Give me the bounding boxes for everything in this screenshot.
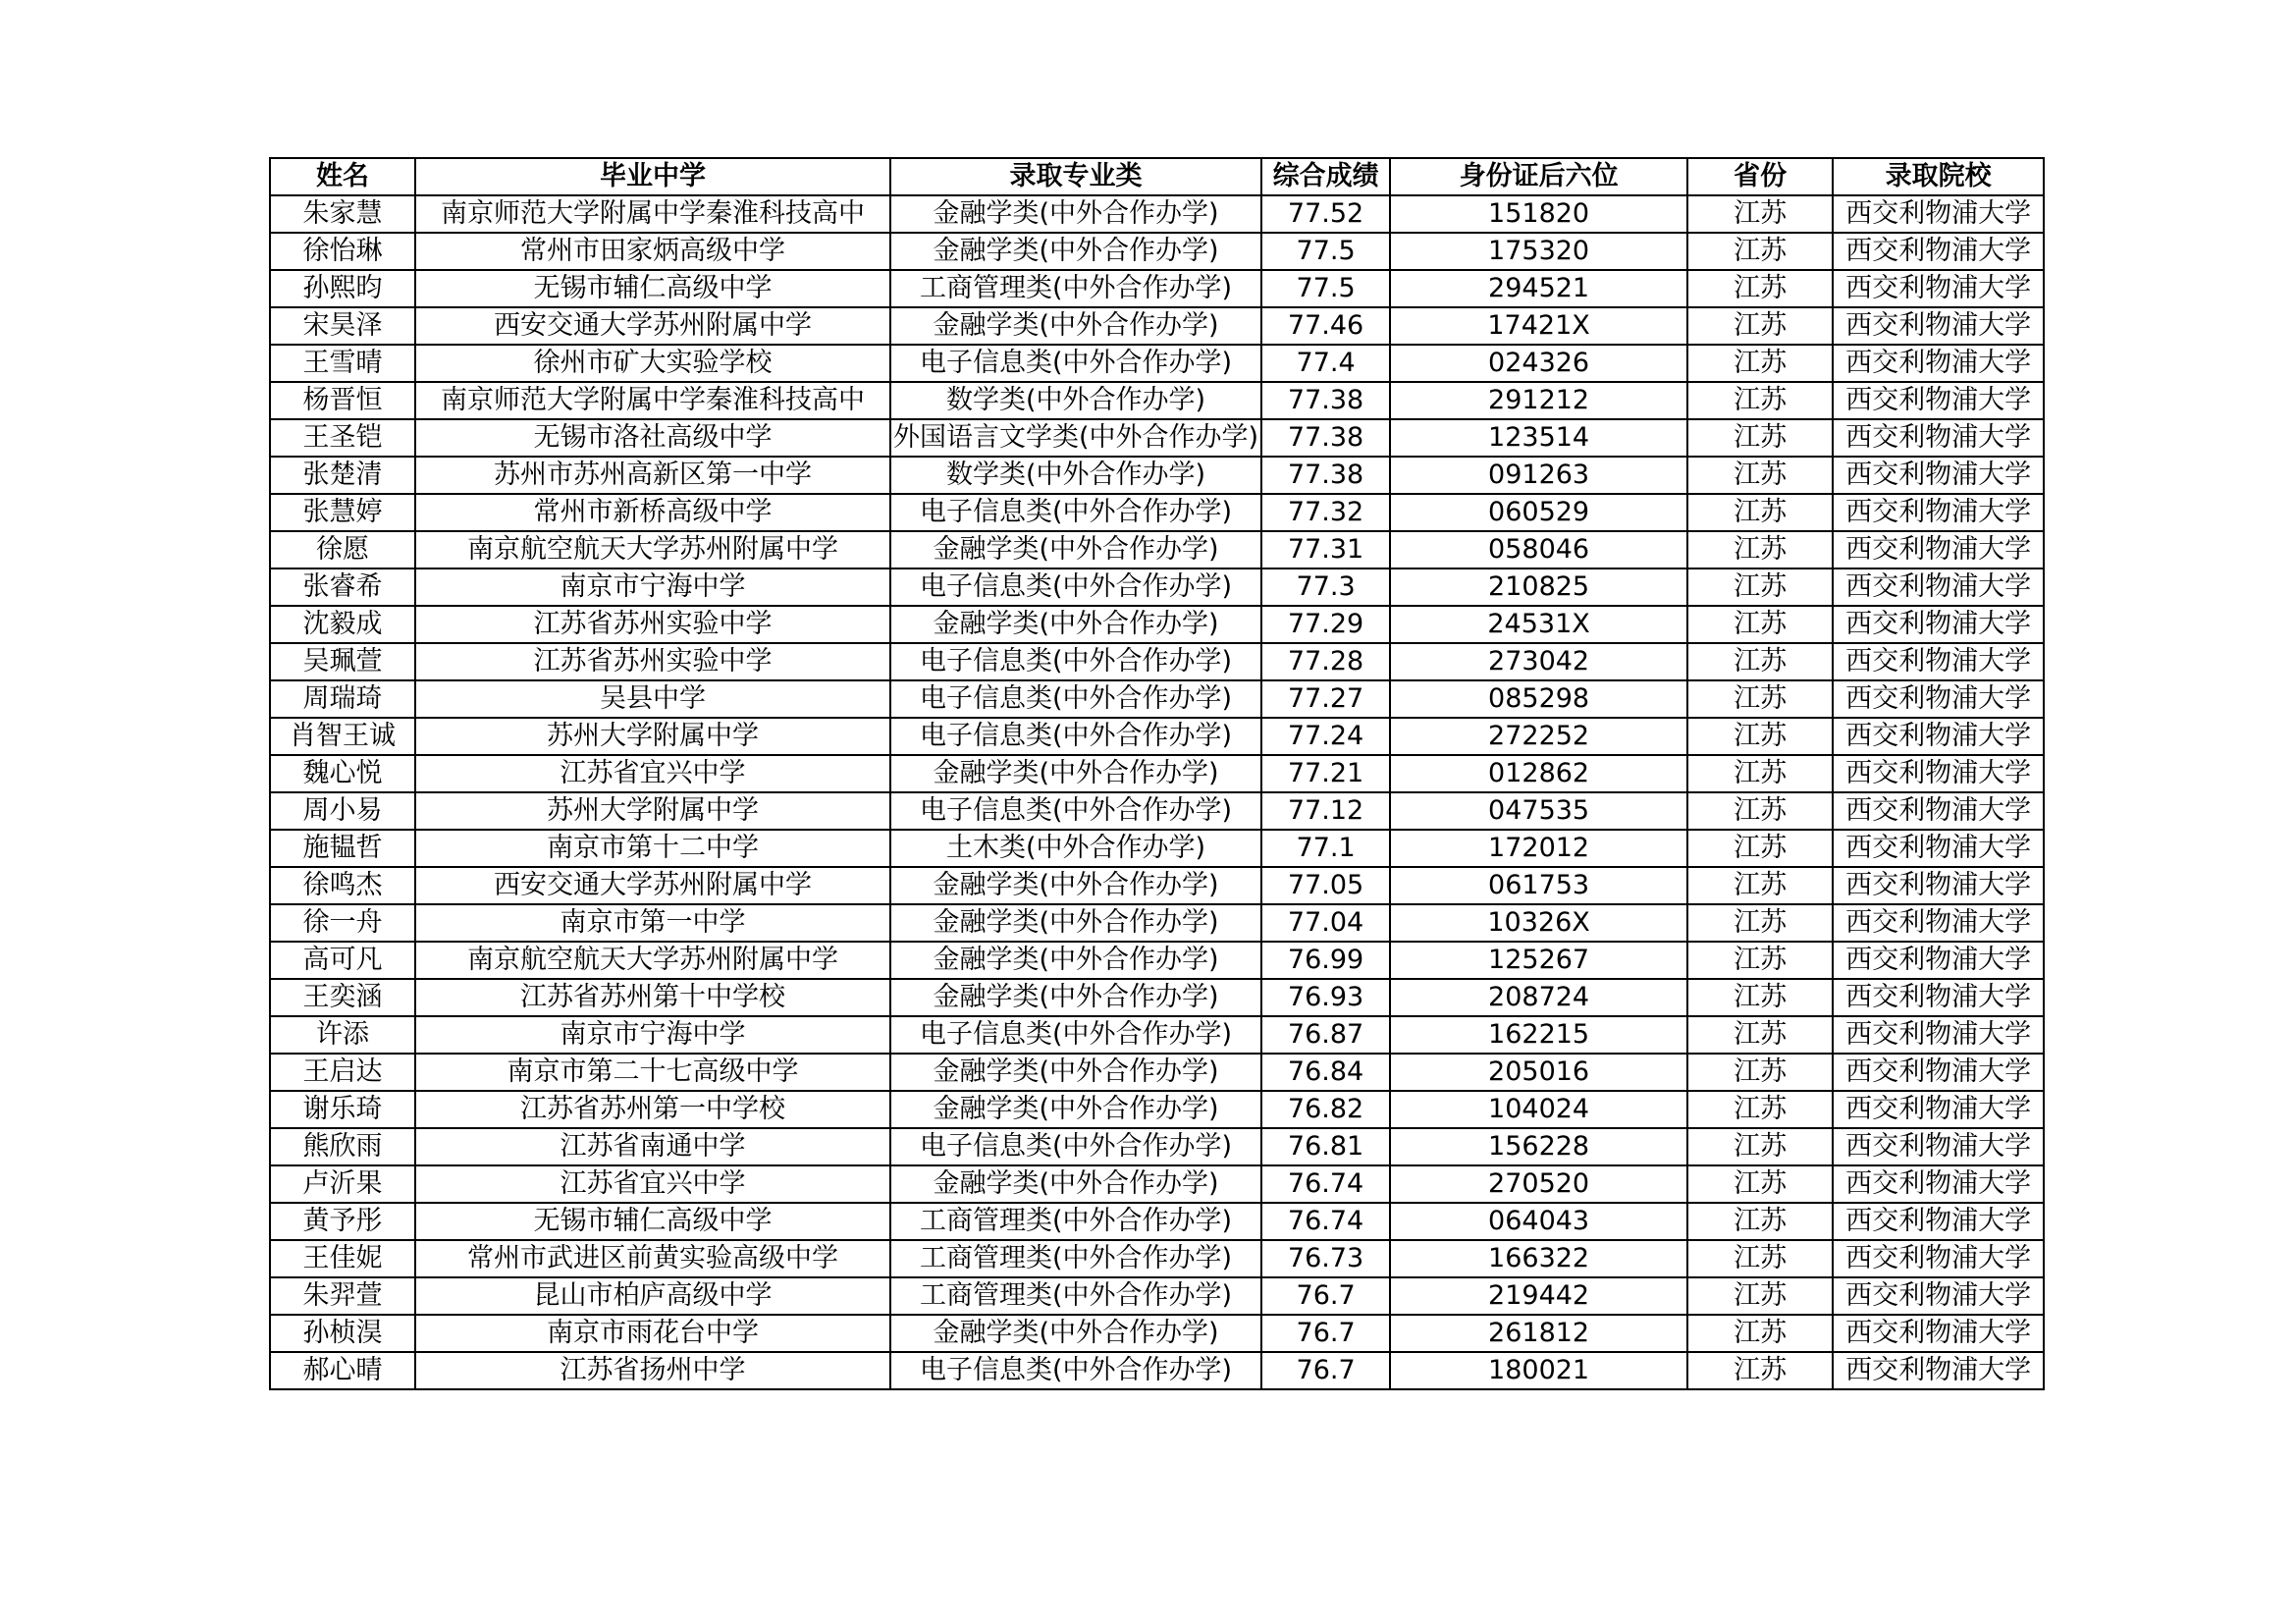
cell-score: 77.1 (1261, 830, 1390, 867)
table-row (270, 1315, 2044, 1352)
cell-major: 电子信息类(中外合作办学) (890, 718, 1261, 755)
cell-id-suffix: 210825 (1390, 568, 1687, 606)
cell-university: 西交利物浦大学 (1833, 1165, 2044, 1203)
cell-school: 江苏省苏州实验中学 (415, 606, 890, 643)
cell-university: 西交利物浦大学 (1833, 1203, 2044, 1240)
cell-province: 江苏 (1687, 307, 1833, 345)
header-university: 录取院校 (1833, 158, 2044, 195)
cell-university: 西交利物浦大学 (1833, 718, 2044, 755)
cell-score: 77.38 (1261, 457, 1390, 494)
cell-score: 77.32 (1261, 494, 1390, 531)
cell-province: 江苏 (1687, 1054, 1833, 1091)
cell-id-suffix: 047535 (1390, 792, 1687, 830)
cell-name: 周瑞琦 (270, 680, 415, 718)
cell-name: 魏心悦 (270, 755, 415, 792)
cell-id-suffix: 24531X (1390, 606, 1687, 643)
cell-name: 高可凡 (270, 942, 415, 979)
cell-school: 南京市第二十七高级中学 (415, 1054, 890, 1091)
cell-province: 江苏 (1687, 755, 1833, 792)
cell-university: 西交利物浦大学 (1833, 419, 2044, 457)
cell-major: 电子信息类(中外合作办学) (890, 1352, 1261, 1389)
header-major: 录取专业类 (890, 158, 1261, 195)
cell-major: 金融学类(中外合作办学) (890, 1165, 1261, 1203)
cell-university: 西交利物浦大学 (1833, 1240, 2044, 1277)
cell-school: 常州市武进区前黄实验高级中学 (415, 1240, 890, 1277)
cell-major: 金融学类(中外合作办学) (890, 195, 1261, 233)
cell-score: 76.99 (1261, 942, 1390, 979)
cell-major: 工商管理类(中外合作办学) (890, 1240, 1261, 1277)
cell-score: 76.93 (1261, 979, 1390, 1016)
header-school: 毕业中学 (415, 158, 890, 195)
cell-name: 张楚清 (270, 457, 415, 494)
cell-major: 外国语言文学类(中外合作办学) (890, 419, 1261, 457)
cell-name: 王圣铠 (270, 419, 415, 457)
cell-university: 西交利物浦大学 (1833, 195, 2044, 233)
cell-province: 江苏 (1687, 270, 1833, 307)
cell-name: 朱家慧 (270, 195, 415, 233)
cell-major: 工商管理类(中外合作办学) (890, 1203, 1261, 1240)
table-row (270, 270, 2044, 307)
cell-major: 金融学类(中外合作办学) (890, 979, 1261, 1016)
cell-school: 西安交通大学苏州附属中学 (415, 867, 890, 904)
cell-id-suffix: 060529 (1390, 494, 1687, 531)
table-row (270, 755, 2044, 792)
cell-province: 江苏 (1687, 1203, 1833, 1240)
cell-id-suffix: 166322 (1390, 1240, 1687, 1277)
cell-school: 江苏省宜兴中学 (415, 755, 890, 792)
cell-score: 76.7 (1261, 1277, 1390, 1315)
cell-name: 张睿希 (270, 568, 415, 606)
cell-score: 77.38 (1261, 419, 1390, 457)
cell-school: 南京市第一中学 (415, 904, 890, 942)
cell-province: 江苏 (1687, 1315, 1833, 1352)
cell-school: 苏州市苏州高新区第一中学 (415, 457, 890, 494)
cell-province: 江苏 (1687, 568, 1833, 606)
cell-university: 西交利物浦大学 (1833, 1277, 2044, 1315)
cell-province: 江苏 (1687, 233, 1833, 270)
cell-score: 76.73 (1261, 1240, 1390, 1277)
cell-major: 土木类(中外合作办学) (890, 830, 1261, 867)
cell-id-suffix: 17421X (1390, 307, 1687, 345)
table-row (270, 904, 2044, 942)
cell-major: 电子信息类(中外合作办学) (890, 1128, 1261, 1165)
cell-university: 西交利物浦大学 (1833, 830, 2044, 867)
cell-school: 常州市新桥高级中学 (415, 494, 890, 531)
cell-id-suffix: 10326X (1390, 904, 1687, 942)
cell-id-suffix: 061753 (1390, 867, 1687, 904)
cell-id-suffix: 156228 (1390, 1128, 1687, 1165)
cell-id-suffix: 205016 (1390, 1054, 1687, 1091)
cell-major: 工商管理类(中外合作办学) (890, 1277, 1261, 1315)
cell-province: 江苏 (1687, 1240, 1833, 1277)
cell-university: 西交利物浦大学 (1833, 755, 2044, 792)
cell-name: 徐愿 (270, 531, 415, 568)
cell-name: 王奕涵 (270, 979, 415, 1016)
cell-score: 76.7 (1261, 1315, 1390, 1352)
cell-score: 77.52 (1261, 195, 1390, 233)
cell-province: 江苏 (1687, 1016, 1833, 1054)
cell-major: 工商管理类(中外合作办学) (890, 270, 1261, 307)
table-row (270, 419, 2044, 457)
cell-score: 77.3 (1261, 568, 1390, 606)
cell-name: 徐一舟 (270, 904, 415, 942)
cell-score: 77.5 (1261, 270, 1390, 307)
cell-school: 西安交通大学苏州附属中学 (415, 307, 890, 345)
cell-school: 江苏省扬州中学 (415, 1352, 890, 1389)
table-row (270, 531, 2044, 568)
cell-university: 西交利物浦大学 (1833, 531, 2044, 568)
cell-score: 76.7 (1261, 1352, 1390, 1389)
table-row (270, 1203, 2044, 1240)
cell-province: 江苏 (1687, 419, 1833, 457)
cell-id-suffix: 272252 (1390, 718, 1687, 755)
header-id-suffix: 身份证后六位 (1390, 158, 1687, 195)
cell-id-suffix: 162215 (1390, 1016, 1687, 1054)
cell-school: 昆山市柏庐高级中学 (415, 1277, 890, 1315)
cell-major: 电子信息类(中外合作办学) (890, 1016, 1261, 1054)
cell-score: 77.31 (1261, 531, 1390, 568)
table-row (270, 195, 2044, 233)
cell-score: 76.74 (1261, 1165, 1390, 1203)
header-row (270, 158, 2044, 195)
cell-major: 金融学类(中外合作办学) (890, 307, 1261, 345)
cell-province: 江苏 (1687, 195, 1833, 233)
cell-major: 金融学类(中外合作办学) (890, 755, 1261, 792)
cell-major: 电子信息类(中外合作办学) (890, 568, 1261, 606)
cell-school: 南京市宁海中学 (415, 568, 890, 606)
cell-name: 熊欣雨 (270, 1128, 415, 1165)
cell-school: 苏州大学附属中学 (415, 792, 890, 830)
cell-province: 江苏 (1687, 942, 1833, 979)
cell-score: 77.38 (1261, 382, 1390, 419)
cell-name: 朱羿萱 (270, 1277, 415, 1315)
cell-school: 无锡市洛社高级中学 (415, 419, 890, 457)
cell-id-suffix: 273042 (1390, 643, 1687, 680)
cell-university: 西交利物浦大学 (1833, 457, 2044, 494)
table-row (270, 830, 2044, 867)
cell-major: 电子信息类(中外合作办学) (890, 494, 1261, 531)
cell-school: 南京市宁海中学 (415, 1016, 890, 1054)
cell-major: 电子信息类(中外合作办学) (890, 792, 1261, 830)
cell-major: 金融学类(中外合作办学) (890, 233, 1261, 270)
table-row (270, 1240, 2044, 1277)
header-province: 省份 (1687, 158, 1833, 195)
cell-university: 西交利物浦大学 (1833, 270, 2044, 307)
cell-id-suffix: 125267 (1390, 942, 1687, 979)
header-score: 综合成绩 (1261, 158, 1390, 195)
table-row (270, 1352, 2044, 1389)
table-row (270, 1277, 2044, 1315)
cell-name: 徐鸣杰 (270, 867, 415, 904)
cell-province: 江苏 (1687, 1277, 1833, 1315)
cell-university: 西交利物浦大学 (1833, 792, 2044, 830)
cell-province: 江苏 (1687, 457, 1833, 494)
cell-score: 77.21 (1261, 755, 1390, 792)
table-row (270, 942, 2044, 979)
cell-major: 金融学类(中外合作办学) (890, 1315, 1261, 1352)
cell-province: 江苏 (1687, 1165, 1833, 1203)
cell-university: 西交利物浦大学 (1833, 1091, 2044, 1128)
cell-university: 西交利物浦大学 (1833, 606, 2044, 643)
table-row (270, 307, 2044, 345)
cell-province: 江苏 (1687, 382, 1833, 419)
cell-university: 西交利物浦大学 (1833, 345, 2044, 382)
cell-university: 西交利物浦大学 (1833, 382, 2044, 419)
cell-id-suffix: 104024 (1390, 1091, 1687, 1128)
cell-university: 西交利物浦大学 (1833, 568, 2044, 606)
table-row (270, 680, 2044, 718)
cell-id-suffix: 172012 (1390, 830, 1687, 867)
cell-id-suffix: 085298 (1390, 680, 1687, 718)
cell-score: 77.24 (1261, 718, 1390, 755)
cell-school: 江苏省苏州第十中学校 (415, 979, 890, 1016)
cell-name: 杨晋恒 (270, 382, 415, 419)
cell-major: 金融学类(中外合作办学) (890, 942, 1261, 979)
cell-score: 77.46 (1261, 307, 1390, 345)
cell-university: 西交利物浦大学 (1833, 904, 2044, 942)
cell-province: 江苏 (1687, 830, 1833, 867)
cell-id-suffix: 024326 (1390, 345, 1687, 382)
cell-school: 无锡市辅仁高级中学 (415, 1203, 890, 1240)
cell-school: 江苏省苏州实验中学 (415, 643, 890, 680)
cell-name: 郝心晴 (270, 1352, 415, 1389)
cell-name: 肖智王诚 (270, 718, 415, 755)
cell-university: 西交利物浦大学 (1833, 307, 2044, 345)
cell-score: 77.29 (1261, 606, 1390, 643)
cell-score: 77.05 (1261, 867, 1390, 904)
cell-score: 76.87 (1261, 1016, 1390, 1054)
cell-university: 西交利物浦大学 (1833, 494, 2044, 531)
cell-province: 江苏 (1687, 643, 1833, 680)
admission-table (269, 157, 2045, 1390)
cell-name: 黄予彤 (270, 1203, 415, 1240)
cell-id-suffix: 123514 (1390, 419, 1687, 457)
cell-major: 电子信息类(中外合作办学) (890, 643, 1261, 680)
cell-id-suffix: 012862 (1390, 755, 1687, 792)
cell-province: 江苏 (1687, 345, 1833, 382)
table-row (270, 1091, 2044, 1128)
cell-score: 76.81 (1261, 1128, 1390, 1165)
cell-name: 许添 (270, 1016, 415, 1054)
cell-province: 江苏 (1687, 494, 1833, 531)
cell-school: 江苏省南通中学 (415, 1128, 890, 1165)
cell-school: 南京市第十二中学 (415, 830, 890, 867)
cell-province: 江苏 (1687, 1352, 1833, 1389)
cell-province: 江苏 (1687, 792, 1833, 830)
table-row (270, 643, 2044, 680)
cell-id-suffix: 208724 (1390, 979, 1687, 1016)
cell-score: 77.28 (1261, 643, 1390, 680)
cell-major: 数学类(中外合作办学) (890, 457, 1261, 494)
table-row (270, 457, 2044, 494)
cell-score: 76.84 (1261, 1054, 1390, 1091)
cell-major: 电子信息类(中外合作办学) (890, 680, 1261, 718)
cell-major: 数学类(中外合作办学) (890, 382, 1261, 419)
table-row (270, 792, 2044, 830)
table-header (270, 158, 2044, 195)
cell-id-suffix: 261812 (1390, 1315, 1687, 1352)
table-row (270, 718, 2044, 755)
cell-province: 江苏 (1687, 718, 1833, 755)
cell-name: 孙熙昀 (270, 270, 415, 307)
cell-province: 江苏 (1687, 1128, 1833, 1165)
table-row (270, 233, 2044, 270)
cell-id-suffix: 058046 (1390, 531, 1687, 568)
cell-name: 周小易 (270, 792, 415, 830)
cell-university: 西交利物浦大学 (1833, 1054, 2044, 1091)
cell-university: 西交利物浦大学 (1833, 979, 2044, 1016)
cell-province: 江苏 (1687, 867, 1833, 904)
cell-school: 吴县中学 (415, 680, 890, 718)
cell-id-suffix: 180021 (1390, 1352, 1687, 1389)
cell-id-suffix: 270520 (1390, 1165, 1687, 1203)
table-row (270, 606, 2044, 643)
cell-name: 宋昊泽 (270, 307, 415, 345)
cell-university: 西交利物浦大学 (1833, 643, 2044, 680)
cell-score: 77.04 (1261, 904, 1390, 942)
table-row (270, 382, 2044, 419)
table-row (270, 568, 2044, 606)
cell-name: 徐怡琳 (270, 233, 415, 270)
cell-school: 南京师范大学附属中学秦淮科技高中 (415, 382, 890, 419)
cell-university: 西交利物浦大学 (1833, 1016, 2044, 1054)
cell-name: 张慧婷 (270, 494, 415, 531)
cell-name: 谢乐琦 (270, 1091, 415, 1128)
cell-university: 西交利物浦大学 (1833, 867, 2044, 904)
cell-major: 金融学类(中外合作办学) (890, 904, 1261, 942)
cell-province: 江苏 (1687, 1091, 1833, 1128)
cell-score: 77.12 (1261, 792, 1390, 830)
cell-name: 沈毅成 (270, 606, 415, 643)
table-row (270, 867, 2044, 904)
cell-score: 77.5 (1261, 233, 1390, 270)
cell-university: 西交利物浦大学 (1833, 1352, 2044, 1389)
cell-major: 金融学类(中外合作办学) (890, 867, 1261, 904)
table-row (270, 1128, 2044, 1165)
table-row (270, 979, 2044, 1016)
cell-name: 王佳妮 (270, 1240, 415, 1277)
cell-id-suffix: 294521 (1390, 270, 1687, 307)
cell-school: 南京师范大学附属中学秦淮科技高中 (415, 195, 890, 233)
cell-name: 王启达 (270, 1054, 415, 1091)
cell-major: 金融学类(中外合作办学) (890, 1091, 1261, 1128)
cell-id-suffix: 219442 (1390, 1277, 1687, 1315)
cell-name: 卢沂果 (270, 1165, 415, 1203)
cell-score: 77.27 (1261, 680, 1390, 718)
table-row (270, 1165, 2044, 1203)
cell-major: 金融学类(中外合作办学) (890, 531, 1261, 568)
cell-university: 西交利物浦大学 (1833, 942, 2044, 979)
cell-province: 江苏 (1687, 606, 1833, 643)
table-row (270, 345, 2044, 382)
header-name: 姓名 (270, 158, 415, 195)
cell-province: 江苏 (1687, 904, 1833, 942)
cell-university: 西交利物浦大学 (1833, 1128, 2044, 1165)
cell-province: 江苏 (1687, 979, 1833, 1016)
cell-score: 76.82 (1261, 1091, 1390, 1128)
cell-school: 南京市雨花台中学 (415, 1315, 890, 1352)
cell-school: 江苏省宜兴中学 (415, 1165, 890, 1203)
cell-university: 西交利物浦大学 (1833, 233, 2044, 270)
cell-score: 77.4 (1261, 345, 1390, 382)
table-row (270, 1016, 2044, 1054)
cell-score: 76.74 (1261, 1203, 1390, 1240)
cell-school: 苏州大学附属中学 (415, 718, 890, 755)
table-row (270, 1054, 2044, 1091)
cell-school: 徐州市矿大实验学校 (415, 345, 890, 382)
cell-major: 电子信息类(中外合作办学) (890, 345, 1261, 382)
cell-school: 江苏省苏州第一中学校 (415, 1091, 890, 1128)
cell-name: 孙桢淏 (270, 1315, 415, 1352)
cell-major: 金融学类(中外合作办学) (890, 1054, 1261, 1091)
cell-university: 西交利物浦大学 (1833, 680, 2044, 718)
cell-name: 王雪晴 (270, 345, 415, 382)
cell-school: 无锡市辅仁高级中学 (415, 270, 890, 307)
cell-province: 江苏 (1687, 680, 1833, 718)
cell-name: 施韫哲 (270, 830, 415, 867)
cell-school: 南京航空航天大学苏州附属中学 (415, 942, 890, 979)
cell-id-suffix: 175320 (1390, 233, 1687, 270)
cell-id-suffix: 291212 (1390, 382, 1687, 419)
cell-school: 常州市田家炳高级中学 (415, 233, 890, 270)
table-body (270, 195, 2044, 1389)
cell-university: 西交利物浦大学 (1833, 1315, 2044, 1352)
cell-name: 吴珮萱 (270, 643, 415, 680)
cell-school: 南京航空航天大学苏州附属中学 (415, 531, 890, 568)
cell-id-suffix: 064043 (1390, 1203, 1687, 1240)
table-row (270, 494, 2044, 531)
cell-id-suffix: 091263 (1390, 457, 1687, 494)
cell-major: 金融学类(中外合作办学) (890, 606, 1261, 643)
cell-id-suffix: 151820 (1390, 195, 1687, 233)
cell-province: 江苏 (1687, 531, 1833, 568)
